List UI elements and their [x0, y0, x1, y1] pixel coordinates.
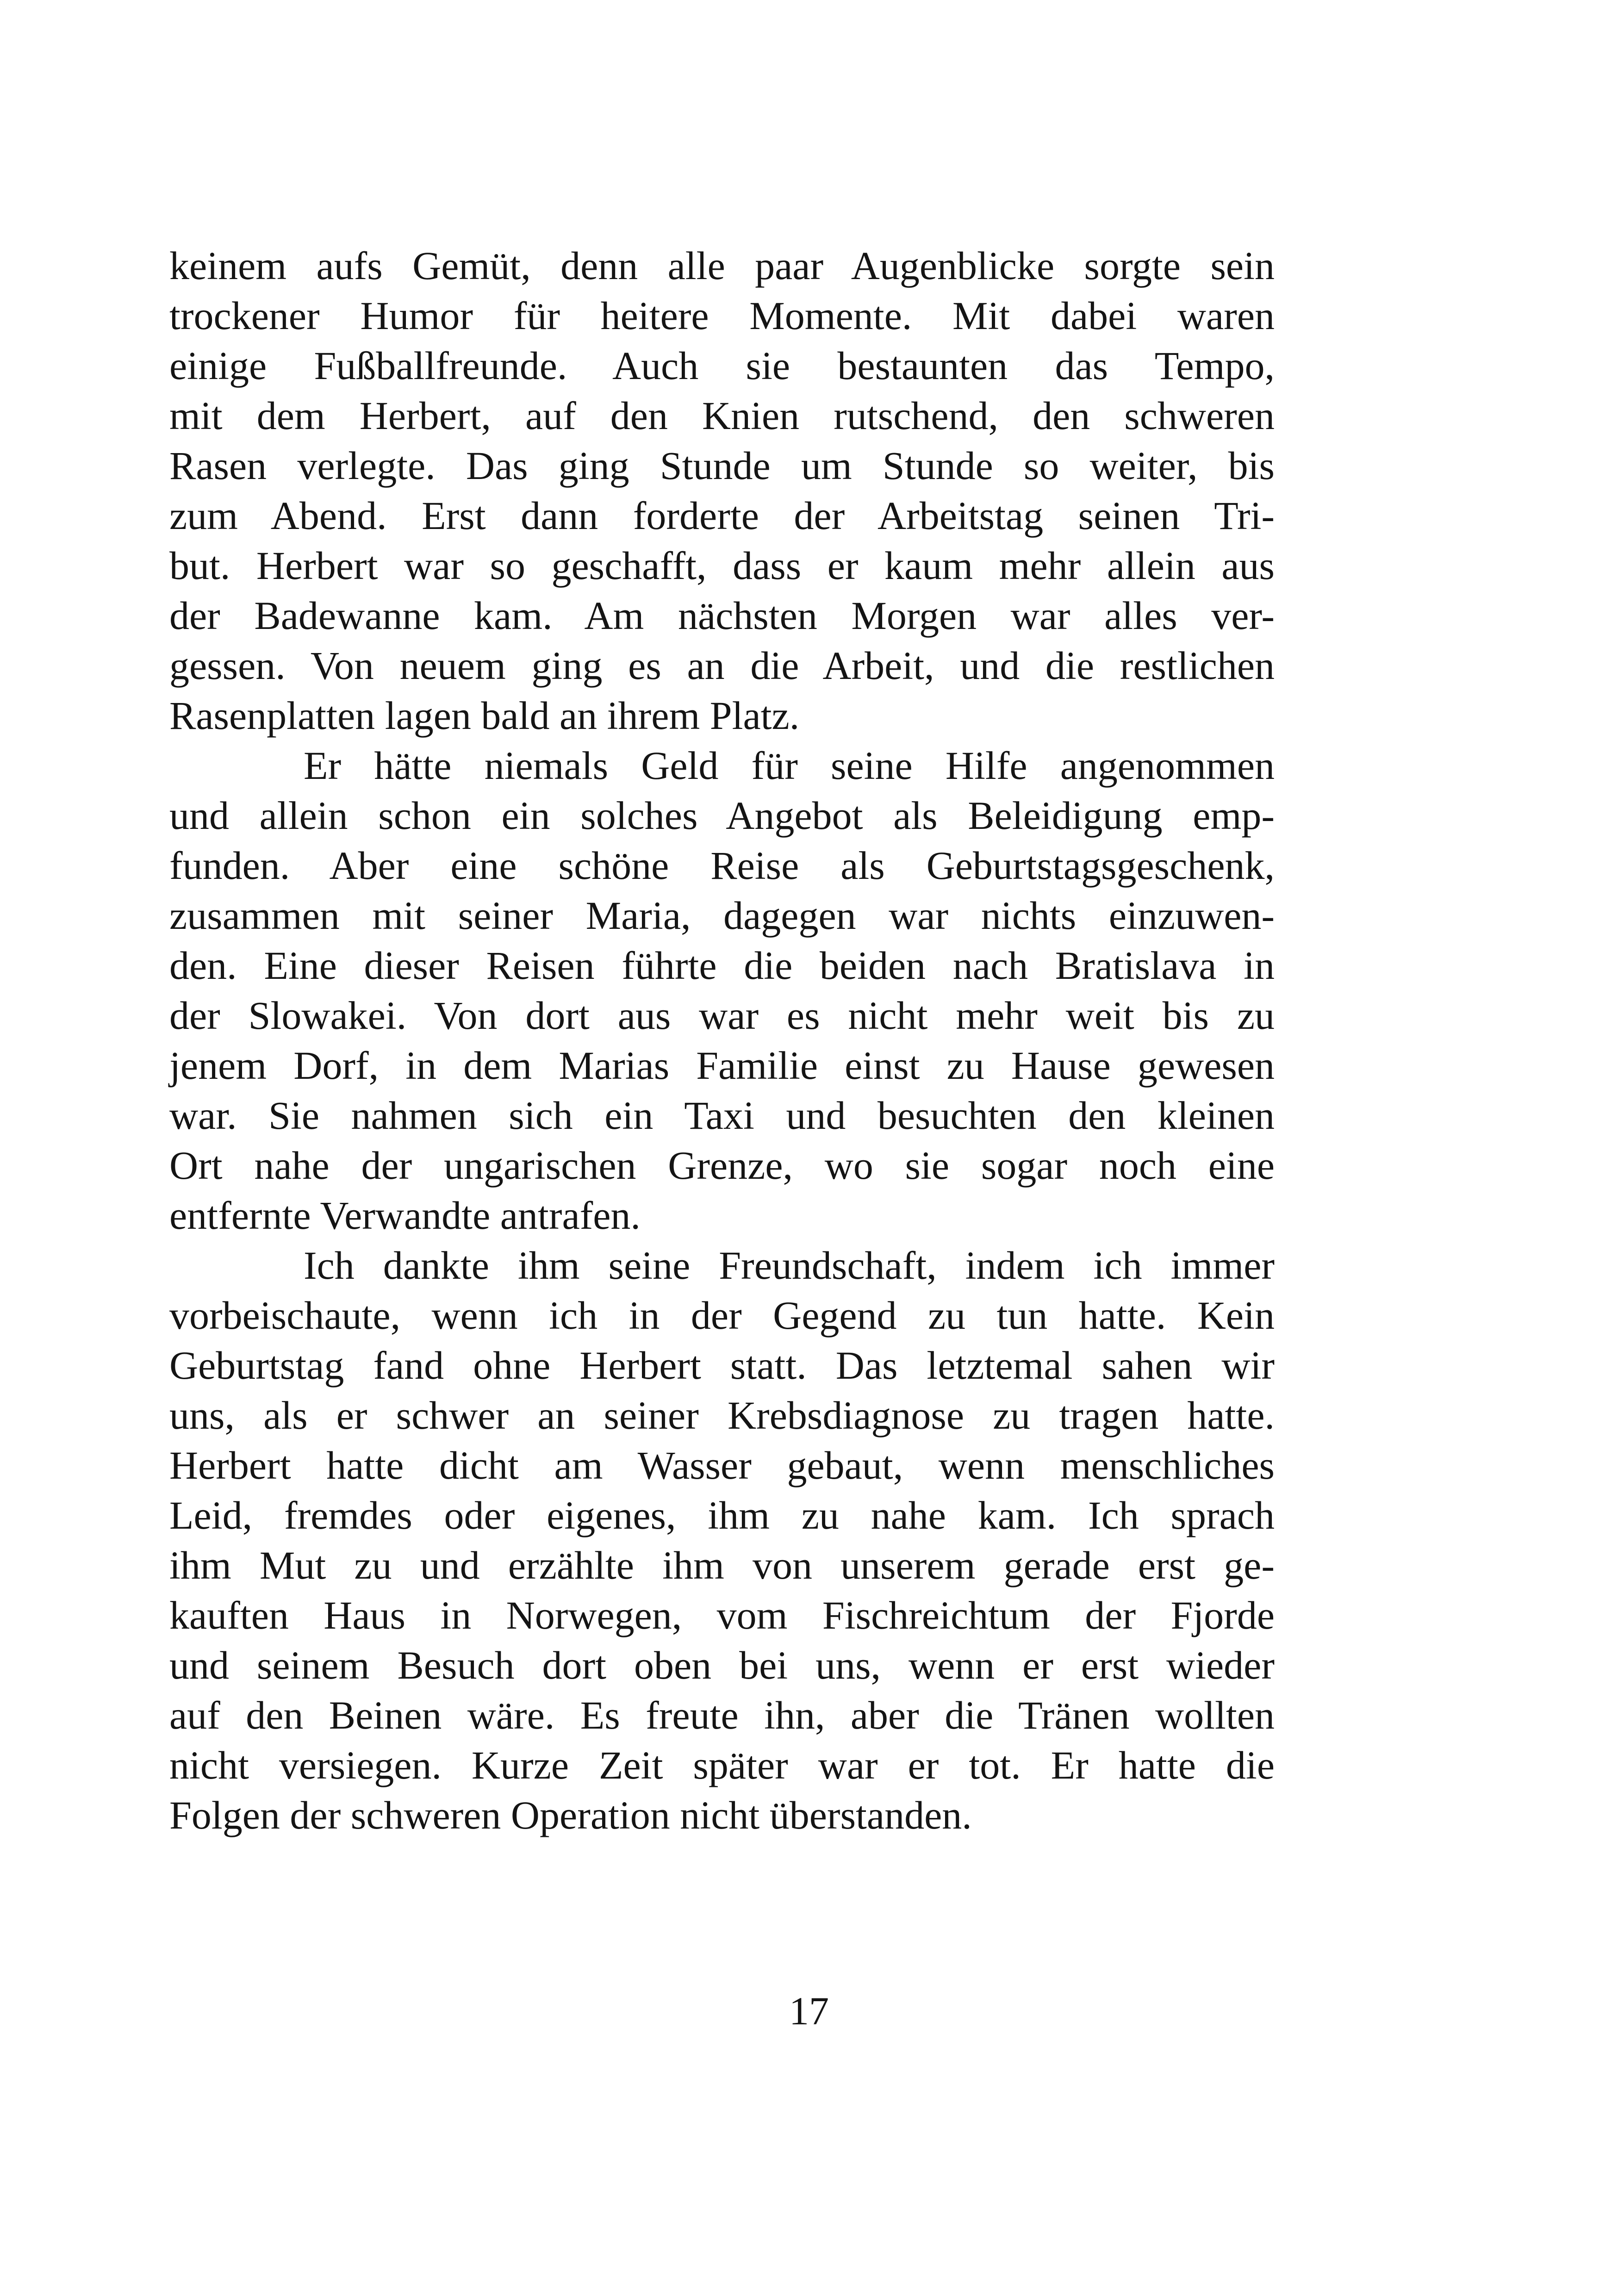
text-line: zum Abend. Erst dann forderte der Arbeitstag seinen Tri- — [169, 493, 1275, 538]
text-line: gessen. Von neuem ging es an die Arbeit, und die restlichen — [169, 643, 1275, 688]
text-line: der Badewanne kam. Am nächsten Morgen war alles ver- — [169, 593, 1275, 638]
text-line: Ich dankte ihm seine Freundschaft, indem ich immer — [304, 1243, 1275, 1288]
text-line: but. Herbert war so geschafft, dass er kaum mehr allein aus — [169, 543, 1275, 588]
text-line: Ort nahe der ungarischen Grenze, wo sie sogar noch eine — [169, 1143, 1275, 1188]
text-line: und allein schon ein solches Angebot als Beleidigung emp- — [169, 793, 1275, 838]
text-line: zusammen mit seiner Maria, dagegen war nichts einzuwen- — [169, 893, 1275, 938]
text-line: Er hätte niemals Geld für seine Hilfe angenommen — [304, 743, 1275, 788]
text-line: kauften Haus in Norwegen, vom Fischreichtum der Fjorde — [169, 1593, 1275, 1637]
paragraph-3 — [169, 1240, 1275, 1840]
text-line: und seinem Besuch dort oben bei uns, wenn er erst wieder — [169, 1643, 1275, 1687]
text-line: Folgen der schweren Operation nicht überstanden. — [169, 1793, 972, 1837]
text-line: funden. Aber eine schöne Reise als Geburtstagsgeschenk, — [169, 843, 1275, 888]
text-line: den. Eine dieser Reisen führte die beiden nach Bratislava in — [169, 943, 1275, 988]
text-line: der Slowakei. Von dort aus war es nicht mehr weit bis zu — [169, 993, 1275, 1038]
body-text — [169, 241, 1275, 1840]
text-line: uns, als er schwer an seiner Krebsdiagnose zu tragen hatte. — [169, 1393, 1275, 1437]
text-line: keinem aufs Gemüt, denn alle paar Augenblicke sorgte sein — [169, 243, 1275, 288]
text-line: Rasenplatten lagen bald an ihrem Platz. — [169, 693, 800, 738]
text-line: Rasen verlegte. Das ging Stunde um Stunde so weiter, bis — [169, 443, 1275, 488]
text-line: nicht versiegen. Kurze Zeit später war er tot. Er hatte die — [169, 1743, 1275, 1787]
text-line: war. Sie nahmen sich ein Taxi und besuchten den kleinen — [169, 1093, 1275, 1138]
text-line: ihm Mut zu und erzählte ihm von unserem gerade erst ge- — [169, 1543, 1275, 1587]
text-line: trockener Humor für heitere Momente. Mit dabei waren — [169, 293, 1275, 338]
text-line: mit dem Herbert, auf den Knien rutschend, den schweren — [169, 393, 1275, 438]
text-line: entfernte Verwandte antrafen. — [169, 1193, 641, 1238]
paragraph-1 — [169, 241, 1275, 740]
paragraph-2 — [169, 740, 1275, 1240]
text-line: Leid, fremdes oder eigenes, ihm zu nahe kam. Ich sprach — [169, 1493, 1275, 1537]
text-line: vorbeischaute, wenn ich in der Gegend zu tun hatte. Kein — [169, 1293, 1275, 1338]
page-number: 17 — [789, 1989, 829, 2033]
text-line: Herbert hatte dicht am Wasser gebaut, wenn menschliches — [169, 1443, 1275, 1487]
text-line: jenem Dorf, in dem Marias Familie einst zu Hause gewesen — [169, 1043, 1275, 1088]
text-line: einige Fußballfreunde. Auch sie bestaunten das Tempo, — [169, 343, 1275, 388]
text-line: auf den Beinen wäre. Es freute ihn, aber die Tränen wollten — [169, 1693, 1275, 1737]
text-line: Geburtstag fand ohne Herbert statt. Das letztemal sahen wir — [169, 1343, 1275, 1388]
